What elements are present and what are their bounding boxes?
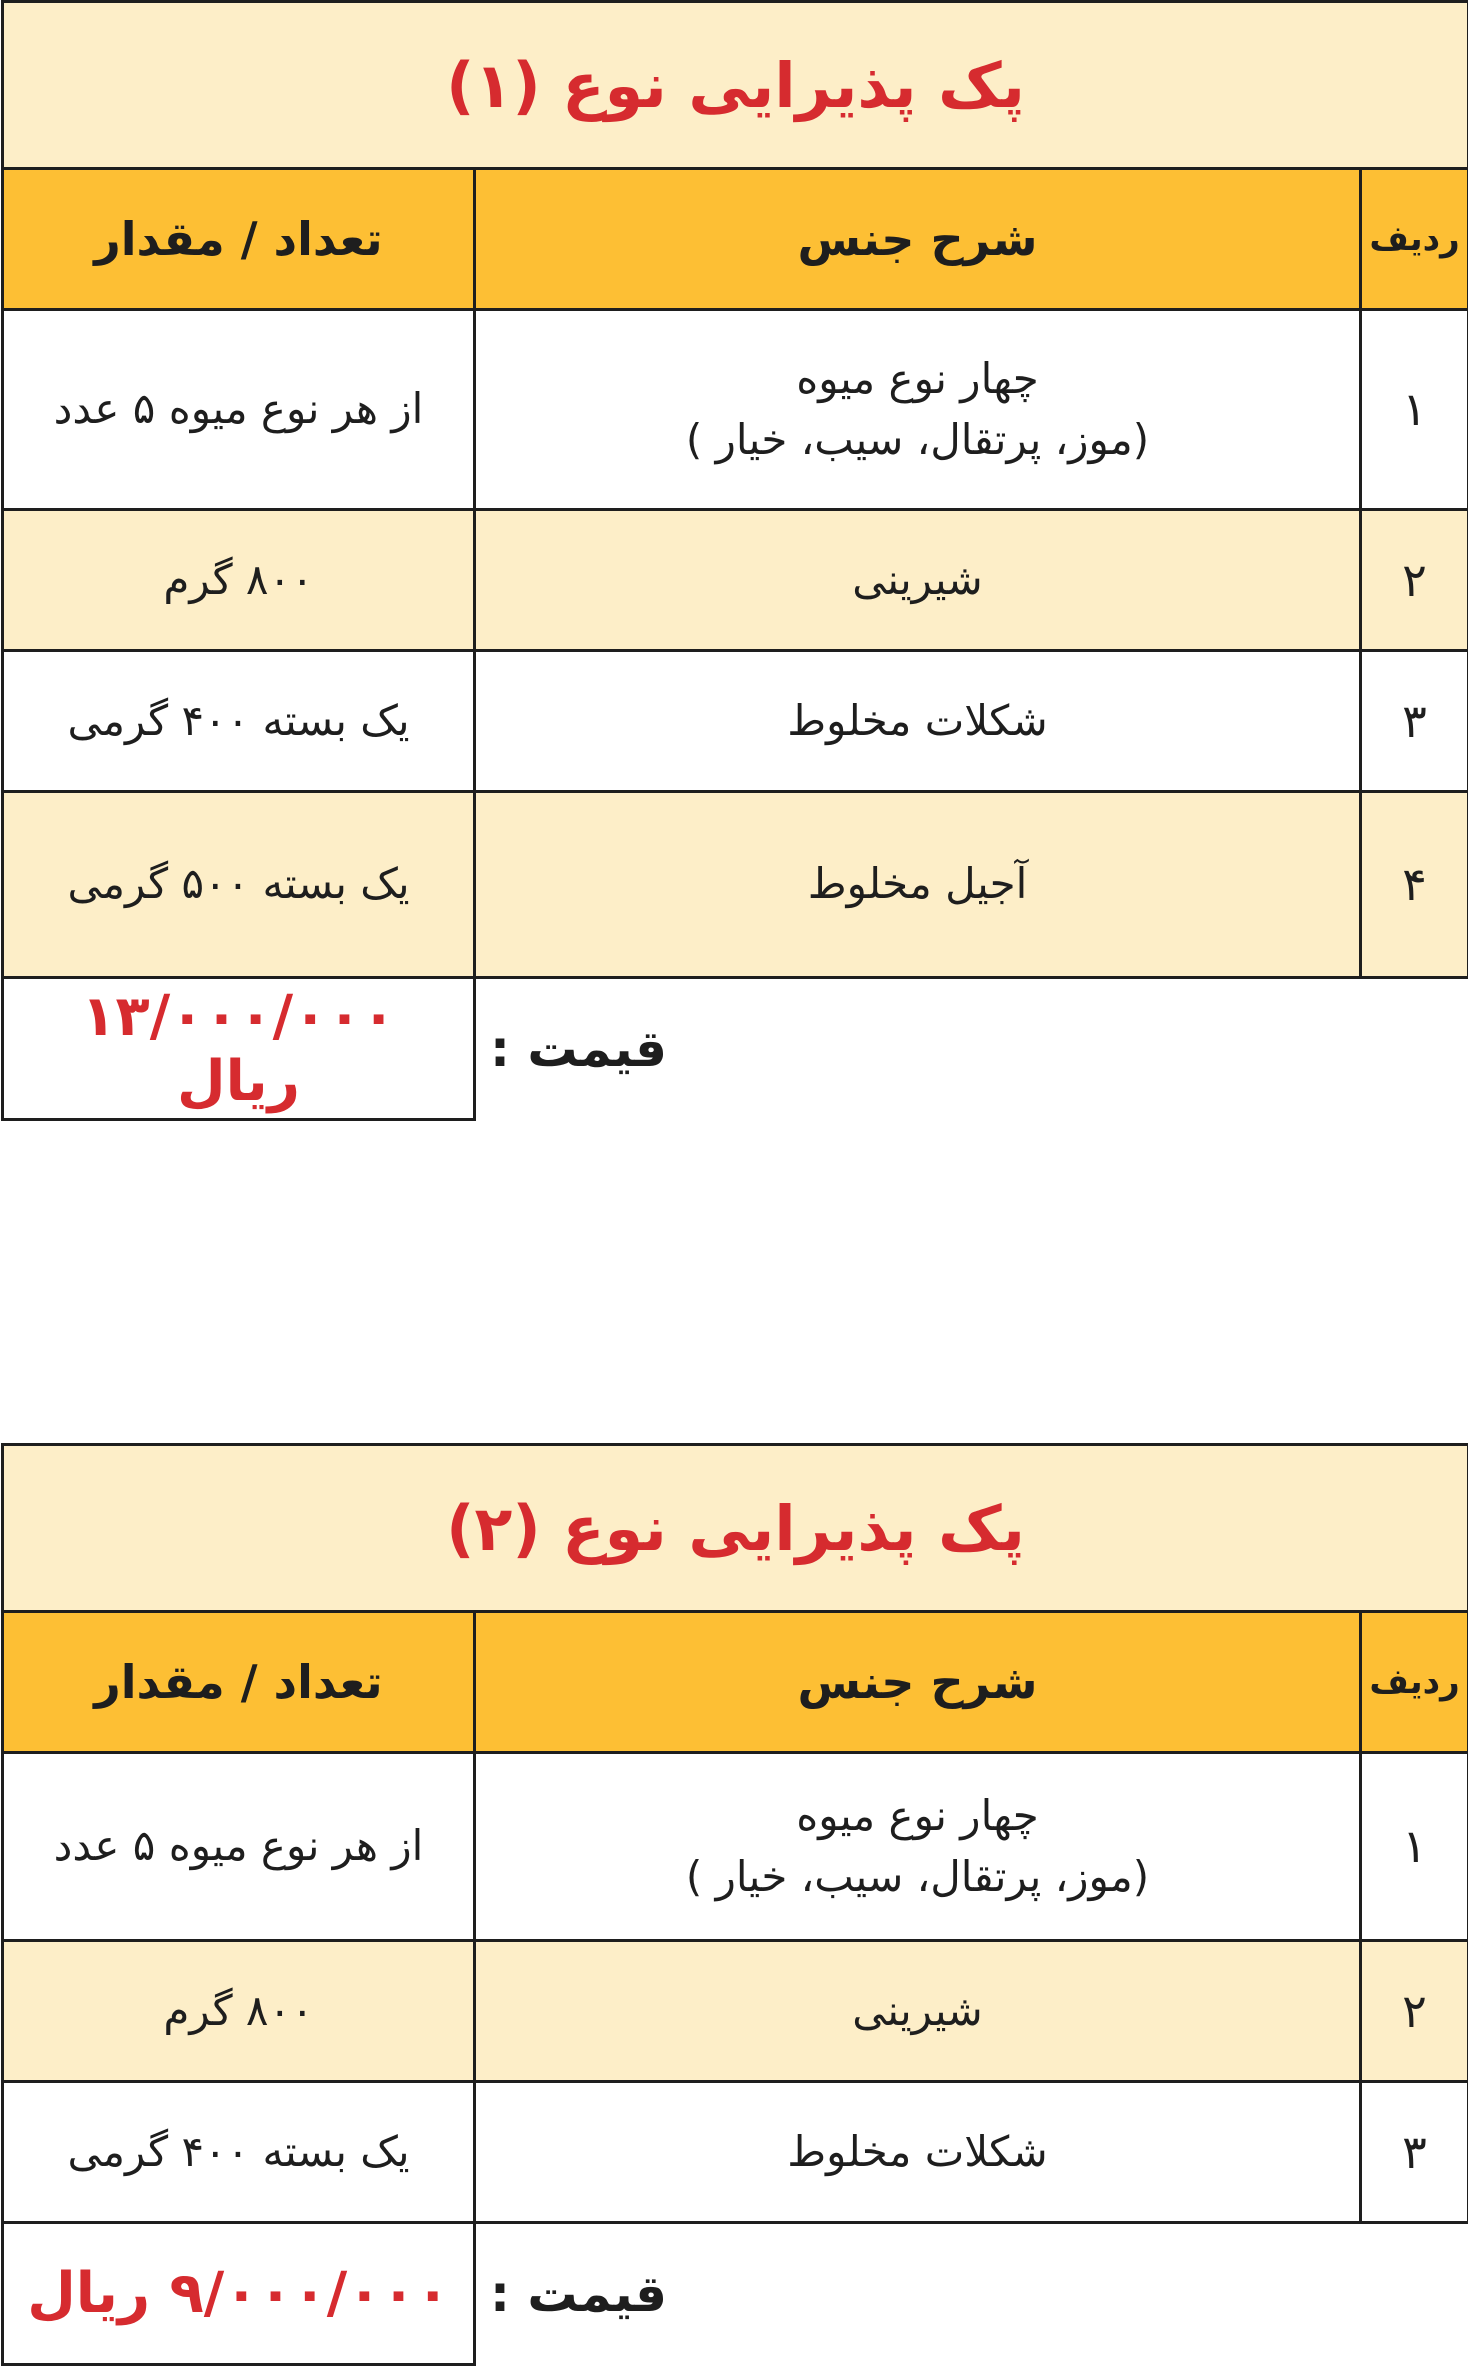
cell-index: ۳ — [1361, 651, 1468, 792]
table-row — [3, 1941, 1468, 2082]
price-value: ۹/۰۰۰/۰۰۰ ریال — [3, 2223, 475, 2365]
cell-description: شکلات مخلوط — [475, 2082, 1361, 2223]
cell-quantity: از هر نوع میوه ۵ عدد — [3, 1753, 475, 1941]
price-label: قیمت : — [490, 1020, 668, 1079]
header-quantity: تعداد / مقدار — [3, 169, 475, 310]
pack-title: پک پذیرایی نوع (۲) — [3, 1445, 1468, 1612]
cell-description: شیرینی — [475, 510, 1361, 651]
cell-index: ۳ — [1361, 2082, 1468, 2223]
cell-quantity: یک بسته ۴۰۰ گرمی — [3, 2082, 475, 2223]
header-description: شرح جنس — [475, 1612, 1361, 1753]
table-row — [3, 651, 1468, 792]
description-line-2: (موز، پرتقال، سیب، خیار ) — [685, 1851, 1150, 1901]
pack-2-table — [0, 1443, 1468, 2366]
pack-title: پک پذیرایی نوع (۱) — [3, 2, 1468, 169]
cell-index: ۲ — [1361, 510, 1468, 651]
table-row — [3, 510, 1468, 651]
price-value: ۱۳/۰۰۰/۰۰۰ ریال — [3, 978, 475, 1120]
cell-description: شیرینی — [475, 1941, 1361, 2082]
cell-quantity: ۸۰۰ گرم — [3, 510, 475, 651]
description-line-1: چهار نوع میوه — [796, 353, 1039, 403]
description-line-1: چهار نوع میوه — [796, 1790, 1039, 1840]
table-row — [3, 2082, 1468, 2223]
cell-index: ۲ — [1361, 1941, 1468, 2082]
header-description: شرح جنس — [475, 169, 1361, 310]
cell-quantity: ۸۰۰ گرم — [3, 1941, 475, 2082]
cell-quantity: از هر نوع میوه ۵ عدد — [3, 310, 475, 510]
cell-index: ۱ — [1361, 310, 1468, 510]
table-row — [3, 792, 1468, 978]
cell-quantity: یک بسته ۵۰۰ گرمی — [3, 792, 475, 978]
table-row — [3, 1753, 1468, 1941]
price-row — [3, 978, 1468, 1120]
cell-description: آجیل مخلوط — [475, 792, 1361, 978]
cell-index: ۴ — [1361, 792, 1468, 978]
price-label: قیمت : — [490, 2265, 668, 2324]
header-index: ردیف — [1361, 169, 1468, 310]
header-index: ردیف — [1361, 1612, 1468, 1753]
price-row — [3, 2223, 1468, 2365]
cell-description: شکلات مخلوط — [475, 651, 1361, 792]
pack-1-table — [0, 0, 1468, 1121]
cell-index: ۱ — [1361, 1753, 1468, 1941]
cell-description — [475, 310, 1361, 510]
table-row — [3, 310, 1468, 510]
cell-quantity: یک بسته ۴۰۰ گرمی — [3, 651, 475, 792]
cell-description — [475, 1753, 1361, 1941]
header-quantity: تعداد / مقدار — [3, 1612, 475, 1753]
description-line-2: (موز، پرتقال، سیب، خیار ) — [685, 414, 1150, 464]
